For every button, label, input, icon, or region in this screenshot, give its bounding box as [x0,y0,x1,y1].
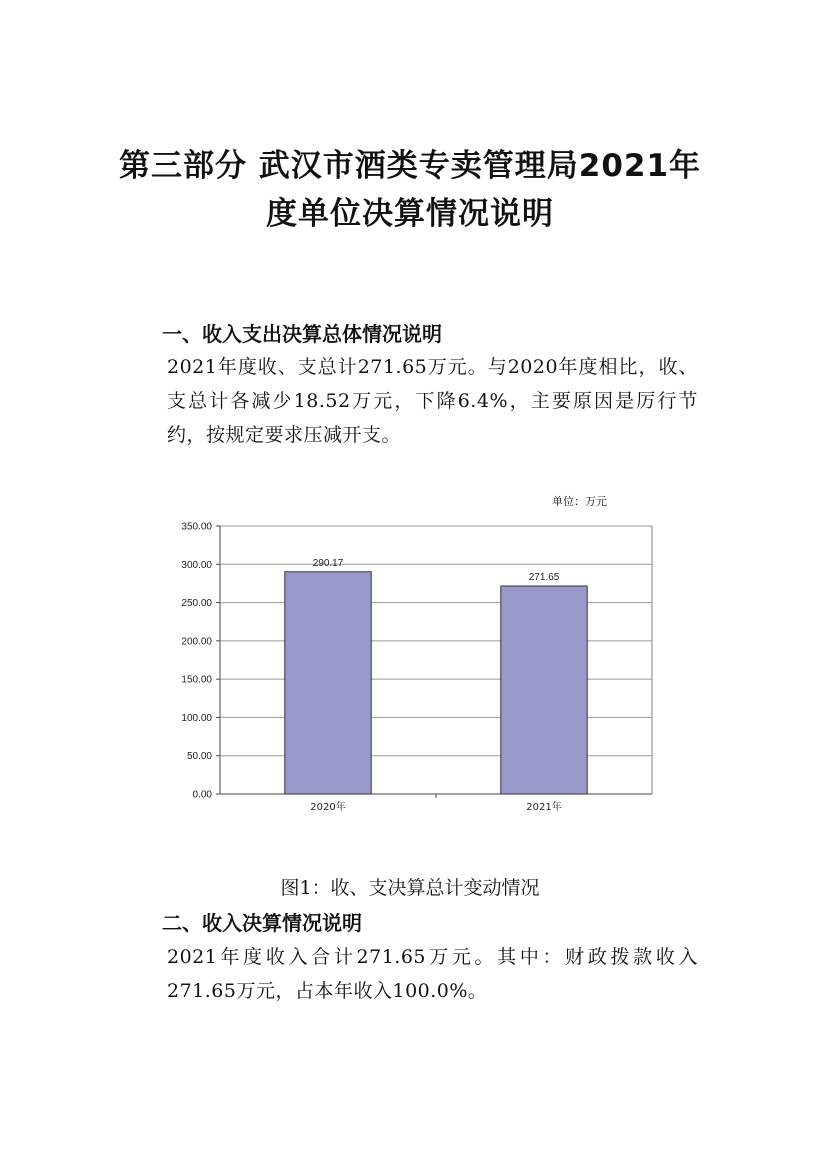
section-1-heading: 一、收入支出决算总体情况说明 [162,322,442,346]
bar-2020年 [285,572,371,794]
y-tick-label: 250.00 [181,598,212,610]
data-label: 290.17 [312,557,344,569]
x-tick-label: 2020年 [310,802,346,813]
y-tick-label: 50.00 [186,751,212,763]
bar-2021年 [501,586,587,794]
y-tick-label: 350.00 [181,521,212,533]
figure-caption: 图1：收、支决算总计变动情况 [280,877,540,899]
x-tick-label: 2021年 [526,802,562,813]
y-tick-label: 150.00 [181,674,212,686]
y-tick-label: 200.00 [181,636,212,648]
page-title-line-2: 度单位决算情况说明 [266,196,554,232]
y-tick-label: 300.00 [181,559,212,571]
section-1-paragraph [123,350,698,452]
section-2-heading: 二、收入决算情况说明 [162,911,362,935]
page-title-line-1: 第三部分 武汉市酒类专卖管理局2021年 [118,148,702,184]
section-1-text: 2021年度收、支总计271.65万元。与2020年度相比，收、支总计各减少18.52万元，下降6.4%，主要原因是厉行节约，按规定要求压减开支。 [167,356,698,446]
section-2-text: 2021年度收入合计271.65万元。其中：财政拨款收入271.65万元，占本年收入100.0%。 [167,946,698,1002]
y-tick-label: 0.00 [192,789,212,801]
chart-unit-label: 单位：万元 [552,495,607,508]
data-label: 271.65 [528,571,560,583]
bar-chart [160,510,660,820]
y-tick-label: 100.00 [181,712,212,724]
section-2-paragraph [123,940,698,1008]
